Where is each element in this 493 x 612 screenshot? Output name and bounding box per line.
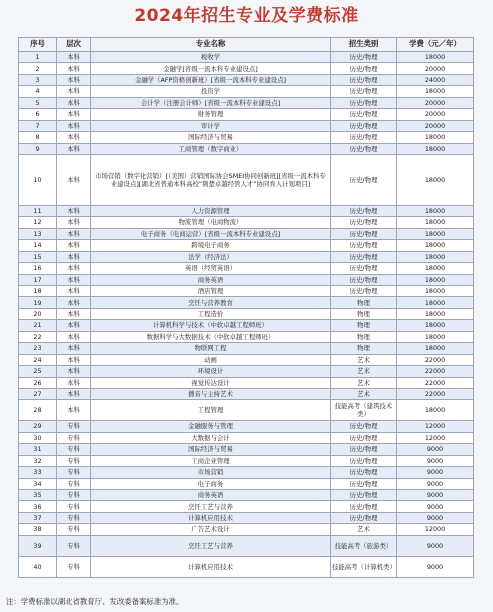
row-category: 历史/物理 (331, 455, 397, 466)
row-category: 历史/物理 (331, 154, 397, 205)
fee-table (18, 37, 474, 578)
row-level: 本科 (57, 74, 91, 85)
row-major: 计算机科学与技术（中软卓越工程师班） (91, 320, 331, 331)
table-row (19, 143, 474, 154)
row-category: 历史/物理 (331, 286, 397, 297)
row-major: 物联网工程 (91, 343, 331, 354)
row-category: 历史/物理 (331, 251, 397, 262)
row-fee: 20000 (397, 63, 474, 74)
row-index: 26 (19, 377, 57, 388)
row-fee: 22000 (397, 354, 474, 365)
row-level: 本科 (57, 274, 91, 285)
row-fee: 18000 (397, 331, 474, 342)
header-level: 层次 (57, 38, 91, 52)
row-category: 历史/物理 (331, 490, 397, 501)
table-row (19, 535, 474, 556)
row-major: 会计学（注册会计师）[省级一流本科专业建设点] (91, 97, 331, 108)
table-row (19, 320, 474, 331)
row-index: 17 (19, 274, 57, 285)
row-level: 本科 (57, 263, 91, 274)
row-level: 本科 (57, 377, 91, 388)
row-index: 21 (19, 320, 57, 331)
row-fee: 9000 (397, 501, 474, 512)
row-level: 本科 (57, 86, 91, 97)
row-fee: 18000 (397, 228, 474, 239)
row-major: 商务英语 (91, 274, 331, 285)
footnote: 注：学费标准以湖北省教育厅、发改委备案标准为准。 (6, 597, 184, 606)
row-category: 历史/物理 (331, 86, 397, 97)
row-index: 18 (19, 286, 57, 297)
row-category: 历史/物理 (331, 512, 397, 523)
row-fee: 18000 (397, 308, 474, 319)
row-category: 历史/物理 (331, 217, 397, 228)
row-index: 8 (19, 132, 57, 143)
row-major: 国际经济与贸易 (91, 444, 331, 455)
table-row (19, 343, 474, 354)
row-category: 历史/物理 (331, 274, 397, 285)
table-row (19, 388, 474, 399)
row-category: 历史/物理 (331, 143, 397, 154)
row-index: 38 (19, 524, 57, 535)
row-major: 工程管理 (91, 400, 331, 421)
row-level: 专科 (57, 444, 91, 455)
row-major: 动画 (91, 354, 331, 365)
row-level: 本科 (57, 120, 91, 131)
row-fee: 9000 (397, 455, 474, 466)
row-major: 酒店管理 (91, 286, 331, 297)
row-level: 本科 (57, 343, 91, 354)
row-fee: 18000 (397, 297, 474, 308)
table-row (19, 251, 474, 262)
row-level: 本科 (57, 52, 91, 63)
table-row (19, 52, 474, 63)
row-major: 审计学 (91, 120, 331, 131)
table-row (19, 154, 474, 205)
row-index: 2 (19, 63, 57, 74)
row-fee: 12000 (397, 432, 474, 443)
row-index: 20 (19, 308, 57, 319)
table-row (19, 400, 474, 421)
row-index: 13 (19, 228, 57, 239)
row-level: 本科 (57, 109, 91, 120)
row-major: 金融学（AFP资格创新班）[省级一流本科专业建设点] (91, 74, 331, 85)
table-row (19, 455, 474, 466)
row-index: 37 (19, 512, 57, 523)
row-level: 专科 (57, 421, 91, 432)
table-row (19, 205, 474, 216)
row-category: 历史/物理 (331, 263, 397, 274)
table-row (19, 354, 474, 365)
row-category: 历史/物理 (331, 228, 397, 239)
row-fee: 9000 (397, 512, 474, 523)
row-major: 投资学 (91, 86, 331, 97)
row-level: 本科 (57, 251, 91, 262)
row-fee: 9000 (397, 444, 474, 455)
table-row (19, 109, 474, 120)
row-level: 本科 (57, 97, 91, 108)
row-index: 19 (19, 297, 57, 308)
row-index: 4 (19, 86, 57, 97)
row-major: 税收学 (91, 52, 331, 63)
row-major: 大数据与会计 (91, 432, 331, 443)
row-major: 人力资源管理 (91, 205, 331, 216)
row-index: 36 (19, 501, 57, 512)
row-index: 5 (19, 97, 57, 108)
row-fee: 18000 (397, 263, 474, 274)
row-category: 历史/物理 (331, 74, 397, 85)
row-fee: 18000 (397, 132, 474, 143)
row-major: 计算机应用技术 (91, 556, 331, 577)
row-index: 29 (19, 421, 57, 432)
row-major: 国际经济与贸易 (91, 132, 331, 143)
row-category: 物理 (331, 297, 397, 308)
table-header (19, 38, 474, 52)
row-major: 烹饪工艺与营养 (91, 501, 331, 512)
row-index: 24 (19, 354, 57, 365)
row-major: 烹饪与营养教育 (91, 297, 331, 308)
row-index: 10 (19, 154, 57, 205)
table-row (19, 132, 474, 143)
table-row (19, 331, 474, 342)
row-fee: 18000 (397, 217, 474, 228)
row-fee: 18000 (397, 286, 474, 297)
row-fee: 22000 (397, 377, 474, 388)
row-category: 历史/物理 (331, 240, 397, 251)
row-level: 本科 (57, 228, 91, 239)
table-row (19, 366, 474, 377)
row-fee: 18000 (397, 143, 474, 154)
row-level: 专科 (57, 501, 91, 512)
row-index: 6 (19, 109, 57, 120)
row-major: 广告艺术设计 (91, 524, 331, 535)
row-index: 9 (19, 143, 57, 154)
row-category: 技能高考（建筑技术类） (331, 400, 397, 421)
row-level: 本科 (57, 297, 91, 308)
row-category: 历史/物理 (331, 478, 397, 489)
row-level: 本科 (57, 63, 91, 74)
row-level: 本科 (57, 143, 91, 154)
row-level: 本科 (57, 400, 91, 421)
row-level: 专科 (57, 512, 91, 523)
row-level: 本科 (57, 366, 91, 377)
table-row (19, 120, 474, 131)
row-category: 艺术 (331, 354, 397, 365)
row-major: 市场营销 (91, 467, 331, 478)
row-index: 32 (19, 455, 57, 466)
row-level: 本科 (57, 354, 91, 365)
row-index: 40 (19, 556, 57, 577)
row-index: 25 (19, 366, 57, 377)
row-level: 专科 (57, 432, 91, 443)
row-major: 市场营销（数字化营销）[（美国）营销国际协会SMEI协同创新班][省级一流本科专业建设点][湖北省普通本科高校“荆楚卓越经管人才”协同育人计划项目] (91, 154, 331, 205)
row-index: 15 (19, 251, 57, 262)
row-fee: 18000 (397, 205, 474, 216)
header-index: 序号 (19, 38, 57, 52)
row-fee: 18000 (397, 251, 474, 262)
row-index: 30 (19, 432, 57, 443)
row-index: 14 (19, 240, 57, 251)
row-level: 专科 (57, 556, 91, 577)
row-major: 数据科学与大数据技术（中软卓越工程师班） (91, 331, 331, 342)
row-level: 本科 (57, 308, 91, 319)
row-major: 英语（经贸英语） (91, 263, 331, 274)
row-category: 历史/物理 (331, 421, 397, 432)
row-category: 艺术 (331, 388, 397, 399)
row-fee: 22000 (397, 388, 474, 399)
row-level: 本科 (57, 388, 91, 399)
row-fee: 18000 (397, 320, 474, 331)
row-category: 历史/物理 (331, 501, 397, 512)
table-row (19, 74, 474, 85)
row-category: 物理 (331, 331, 397, 342)
row-fee: 9000 (397, 535, 474, 556)
row-level: 本科 (57, 217, 91, 228)
header-fee: 学费（元／年） (397, 38, 474, 52)
table-row (19, 240, 474, 251)
row-fee: 24000 (397, 74, 474, 85)
row-fee: 12000 (397, 421, 474, 432)
table-row (19, 263, 474, 274)
table-body (19, 52, 474, 578)
row-fee: 9000 (397, 478, 474, 489)
row-category: 历史/物理 (331, 120, 397, 131)
row-level: 本科 (57, 286, 91, 297)
table-row (19, 421, 474, 432)
row-fee: 20000 (397, 120, 474, 131)
table-row (19, 217, 474, 228)
row-major: 工商企业管理 (91, 455, 331, 466)
row-fee: 9000 (397, 467, 474, 478)
row-index: 1 (19, 52, 57, 63)
row-level: 本科 (57, 240, 91, 251)
row-major: 财务管理 (91, 109, 331, 120)
table-row (19, 86, 474, 97)
row-major: 金融服务与管理 (91, 421, 331, 432)
row-fee: 9000 (397, 490, 474, 501)
row-category: 历史/物理 (331, 432, 397, 443)
row-fee: 18000 (397, 86, 474, 97)
row-major: 法学（经济法） (91, 251, 331, 262)
table-row (19, 524, 474, 535)
row-index: 27 (19, 388, 57, 399)
row-category: 历史/物理 (331, 97, 397, 108)
row-category: 艺术 (331, 377, 397, 388)
row-category: 技能高考（旅游类） (331, 535, 397, 556)
row-category: 物理 (331, 308, 397, 319)
row-category: 物理 (331, 320, 397, 331)
row-index: 22 (19, 331, 57, 342)
row-index: 35 (19, 490, 57, 501)
row-index: 33 (19, 467, 57, 478)
row-index: 3 (19, 74, 57, 85)
row-level: 专科 (57, 467, 91, 478)
row-fee: 9000 (397, 556, 474, 577)
table-row (19, 478, 474, 489)
row-category: 历史/物理 (331, 467, 397, 478)
page-title: 2024年招生专业及学费标准 (134, 6, 359, 26)
row-level: 专科 (57, 535, 91, 556)
row-major: 电子商务（电商运营）[省级一流本科专业建设点] (91, 228, 331, 239)
table-row (19, 97, 474, 108)
row-category: 历史/物理 (331, 52, 397, 63)
row-fee: 22000 (397, 366, 474, 377)
row-level: 本科 (57, 320, 91, 331)
row-level: 本科 (57, 154, 91, 205)
row-major: 跨境电子商务 (91, 240, 331, 251)
row-fee: 20000 (397, 109, 474, 120)
row-level: 专科 (57, 490, 91, 501)
table-row (19, 556, 474, 577)
row-fee: 18000 (397, 240, 474, 251)
table-row (19, 444, 474, 455)
row-level: 专科 (57, 455, 91, 466)
row-category: 艺术 (331, 366, 397, 377)
row-category: 历史/物理 (331, 444, 397, 455)
table-row (19, 512, 474, 523)
row-major: 视觉传达设计 (91, 377, 331, 388)
row-fee: 12000 (397, 524, 474, 535)
row-major: 环境设计 (91, 366, 331, 377)
row-level: 专科 (57, 478, 91, 489)
row-fee: 18000 (397, 274, 474, 285)
row-major: 播音与主持艺术 (91, 388, 331, 399)
table-row (19, 467, 474, 478)
table-row (19, 432, 474, 443)
row-index: 16 (19, 263, 57, 274)
table-row (19, 490, 474, 501)
row-index: 28 (19, 400, 57, 421)
row-category: 历史/物理 (331, 132, 397, 143)
table-row (19, 228, 474, 239)
table-row (19, 286, 474, 297)
row-index: 12 (19, 217, 57, 228)
table-row (19, 501, 474, 512)
row-major: 计算机应用技术 (91, 512, 331, 523)
header-category: 招生类别 (331, 38, 397, 52)
row-major: 物流管理（电商物流） (91, 217, 331, 228)
row-index: 34 (19, 478, 57, 489)
row-fee: 18000 (397, 343, 474, 354)
row-level: 本科 (57, 331, 91, 342)
row-fee: 18000 (397, 400, 474, 421)
row-major: 工商管理（数字商业） (91, 143, 331, 154)
row-fee: 18000 (397, 154, 474, 205)
row-major: 商务英语 (91, 490, 331, 501)
header-row (19, 38, 474, 52)
row-fee: 18000 (397, 52, 474, 63)
table-row (19, 377, 474, 388)
table-row (19, 274, 474, 285)
row-major: 工程造价 (91, 308, 331, 319)
row-major: 金融学[省级一流本科专业建设点] (91, 63, 331, 74)
row-index: 39 (19, 535, 57, 556)
row-category: 艺术 (331, 524, 397, 535)
row-fee: 20000 (397, 97, 474, 108)
row-category: 历史/物理 (331, 205, 397, 216)
row-index: 31 (19, 444, 57, 455)
row-major: 电子商务 (91, 478, 331, 489)
row-level: 本科 (57, 132, 91, 143)
row-level: 本科 (57, 205, 91, 216)
row-index: 11 (19, 205, 57, 216)
row-category: 物理 (331, 343, 397, 354)
row-level: 专科 (57, 524, 91, 535)
row-index: 23 (19, 343, 57, 354)
row-category: 历史/物理 (331, 63, 397, 74)
row-category: 历史/物理 (331, 109, 397, 120)
row-index: 7 (19, 120, 57, 131)
table-row (19, 297, 474, 308)
table-row (19, 63, 474, 74)
header-major: 专业名称 (91, 38, 331, 52)
row-category: 技能高考（计算机类） (331, 556, 397, 577)
row-major: 烹饪工艺与营养 (91, 535, 331, 556)
table-row (19, 308, 474, 319)
